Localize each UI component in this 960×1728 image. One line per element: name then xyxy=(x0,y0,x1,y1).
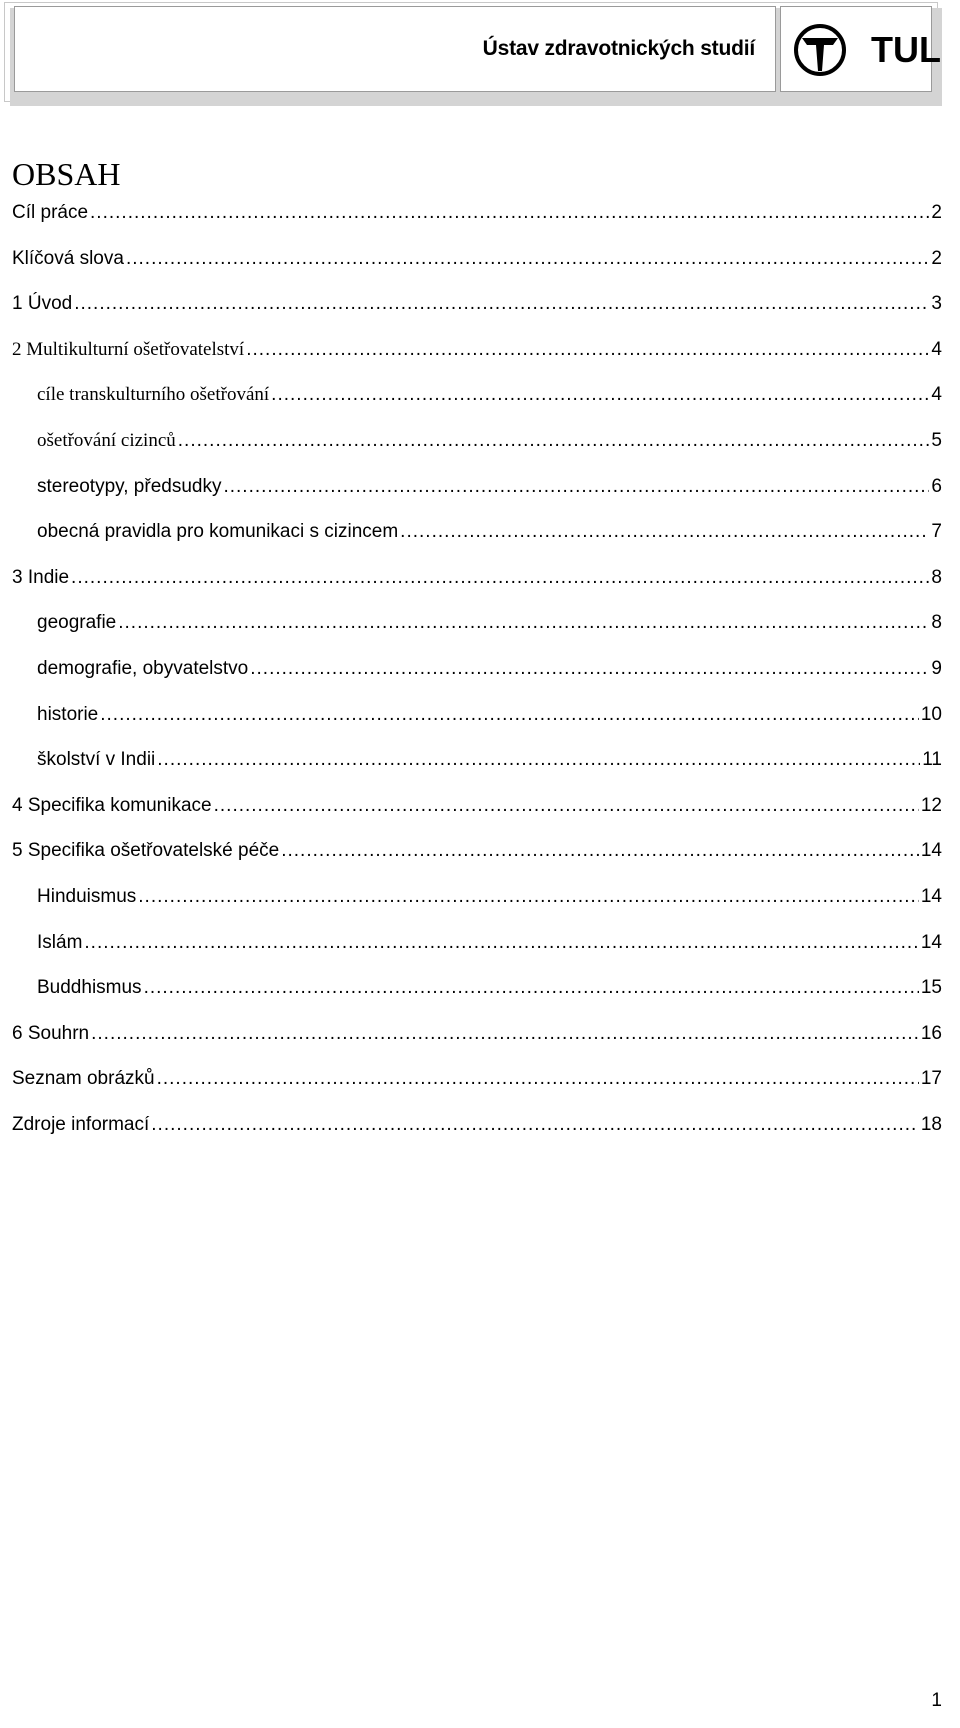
toc-entry-page: 14 xyxy=(920,931,942,953)
toc-entry[interactable] xyxy=(0,791,960,837)
university-logo-icon xyxy=(793,23,847,77)
toc-title: OBSAH xyxy=(12,156,121,192)
toc-leader-dots xyxy=(151,1110,919,1140)
toc-entry-page: 16 xyxy=(920,1022,942,1044)
toc-leader-dots xyxy=(400,517,929,547)
toc-entry[interactable] xyxy=(0,973,960,1019)
logo-text: TUL xyxy=(871,29,941,70)
toc-entry-page: 8 xyxy=(931,612,942,634)
toc-entry-page: 5 xyxy=(931,429,942,451)
toc-entry[interactable] xyxy=(0,563,960,609)
toc-entry[interactable] xyxy=(0,1064,960,1110)
toc-entry-label: 6 Souhrn xyxy=(12,1022,90,1044)
toc-entry[interactable] xyxy=(0,1110,960,1156)
toc-entry[interactable] xyxy=(0,745,960,791)
toc-entry[interactable] xyxy=(0,335,960,381)
toc-entry[interactable] xyxy=(0,882,960,928)
toc-entry-label: školství v Indii xyxy=(37,749,156,771)
toc-entry-page: 4 xyxy=(931,384,942,406)
toc-entry[interactable] xyxy=(0,836,960,882)
toc-entry-label: 3 Indie xyxy=(12,566,70,588)
toc-entry-page: 15 xyxy=(920,977,942,999)
toc-entry[interactable] xyxy=(0,472,960,518)
toc-entry-page: 14 xyxy=(920,840,942,862)
toc-entry[interactable] xyxy=(0,700,960,746)
toc-leader-dots xyxy=(126,244,929,274)
toc-entry-label: Hinduismus xyxy=(37,885,137,907)
toc-entry-page: 18 xyxy=(920,1113,942,1135)
toc-entry-page: 14 xyxy=(920,885,942,907)
toc-leader-dots xyxy=(214,791,919,821)
toc-entry-page: 7 xyxy=(931,521,942,543)
toc-leader-dots xyxy=(250,654,929,684)
toc-leader-dots xyxy=(281,836,919,866)
toc-entry-page: 2 xyxy=(931,247,942,269)
toc-leader-dots xyxy=(100,700,919,730)
toc-entry-page: 8 xyxy=(931,566,942,588)
toc-entry-label: Cíl práce xyxy=(12,202,89,223)
institute-title: Ústav zdravotnických studií xyxy=(482,37,755,60)
toc-leader-dots xyxy=(246,335,929,365)
toc-leader-dots xyxy=(223,472,929,502)
toc-leader-dots xyxy=(157,745,920,775)
toc-entry-label: Buddhismus xyxy=(37,977,142,999)
page-number: 1 xyxy=(931,1690,942,1711)
toc-leader-dots xyxy=(90,198,929,228)
toc-leader-dots xyxy=(71,563,929,593)
toc-entry-page: 3 xyxy=(931,293,942,315)
toc-entry-page: 17 xyxy=(920,1068,942,1090)
header-title-box xyxy=(14,6,776,92)
toc-entry-label: 5 Specifika ošetřovatelské péče xyxy=(12,840,280,862)
toc-leader-dots xyxy=(157,1064,919,1094)
toc-entry-page: 6 xyxy=(931,475,942,497)
toc-leader-dots xyxy=(74,289,929,319)
toc-entry[interactable] xyxy=(0,244,960,290)
toc-entry[interactable] xyxy=(0,198,960,244)
toc-entry-label: stereotypy, předsudky xyxy=(37,475,222,497)
header-logo-box xyxy=(780,6,941,92)
toc-entry-label: 2 Multikulturní ošetřovatelství xyxy=(12,338,245,360)
toc-entry[interactable] xyxy=(0,1019,960,1065)
table-of-contents xyxy=(0,198,960,1155)
toc-entry-label: Zdroje informací xyxy=(12,1113,150,1135)
toc-entry-label: cíle transkulturního ošetřování xyxy=(37,384,270,406)
toc-entry-label: Klíčová slova xyxy=(12,247,124,269)
toc-entry-label: 1 Úvod xyxy=(12,293,73,315)
toc-entry[interactable] xyxy=(0,289,960,335)
toc-leader-dots xyxy=(144,973,919,1003)
toc-entry-page: 4 xyxy=(931,338,942,360)
toc-entry[interactable] xyxy=(0,426,960,472)
toc-entry-label: Seznam obrázků xyxy=(12,1068,155,1090)
toc-entry-page: 10 xyxy=(920,703,942,725)
toc-entry-page: 9 xyxy=(931,657,942,679)
toc-leader-dots xyxy=(84,928,918,958)
toc-entry-label: Islám xyxy=(37,931,83,953)
toc-leader-dots xyxy=(271,380,929,410)
toc-leader-dots xyxy=(91,1019,919,1049)
toc-leader-dots xyxy=(178,426,930,456)
toc-entry-page: 11 xyxy=(922,749,942,771)
toc-entry[interactable] xyxy=(0,928,960,974)
toc-leader-dots xyxy=(138,882,919,912)
toc-entry-label: historie xyxy=(37,703,99,725)
toc-entry[interactable] xyxy=(0,380,960,426)
toc-entry[interactable] xyxy=(0,517,960,563)
toc-entry-page: 2 xyxy=(931,202,942,223)
toc-entry-label: demografie, obyvatelstvo xyxy=(37,657,249,679)
toc-entry-label: ošetřování cizinců xyxy=(37,429,176,451)
toc-entry-label: geografie xyxy=(37,612,117,634)
toc-entry[interactable] xyxy=(0,608,960,654)
toc-entry-page: 12 xyxy=(920,794,942,816)
toc-entry[interactable] xyxy=(0,654,960,700)
toc-leader-dots xyxy=(118,608,929,638)
toc-entry-label: 4 Specifika komunikace xyxy=(12,794,212,816)
toc-entry-label: obecná pravidla pro komunikaci s cizincem xyxy=(37,521,399,543)
